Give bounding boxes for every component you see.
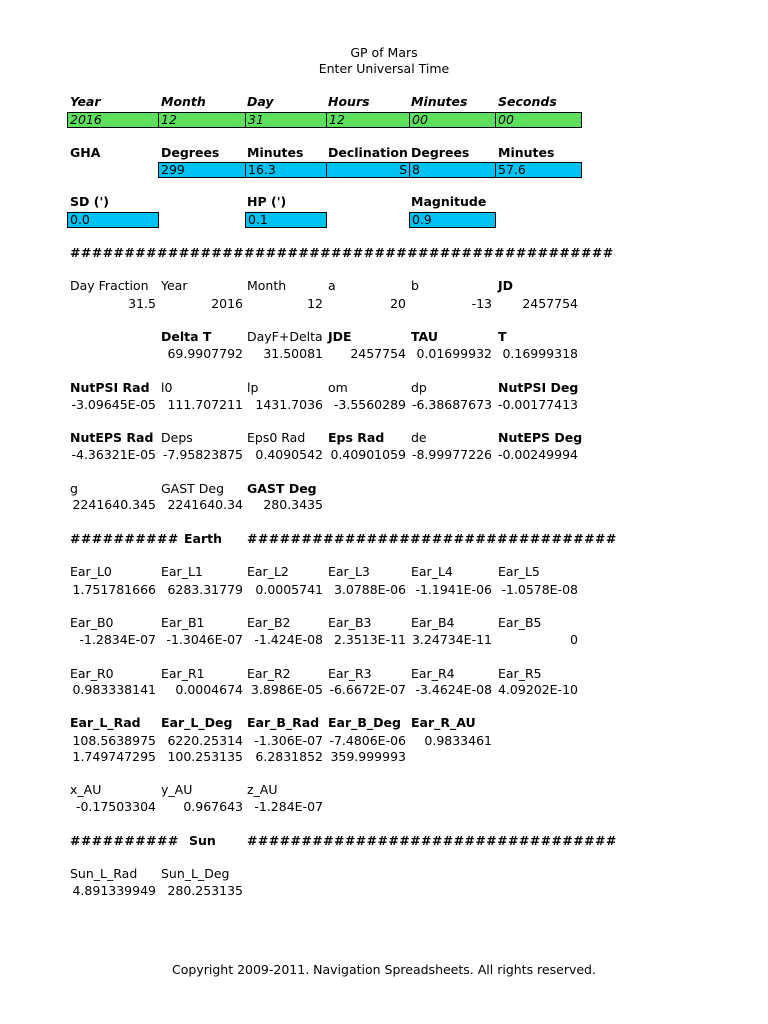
gha-minutes-value: 16.3	[245, 162, 327, 178]
t-value: 0.16999318	[502, 346, 578, 361]
gha-degrees-value: 299	[158, 162, 246, 178]
gast-deg-bold-label: GAST Deg	[247, 481, 317, 496]
ear-l0-label: Ear_L0	[70, 564, 112, 579]
nuteps-rad-label: NutEPS Rad	[70, 430, 154, 445]
ear-r5-label: Ear_R5	[498, 666, 542, 681]
ear-l-rad-value: 108.5638975	[72, 733, 156, 748]
year-header: Year	[70, 94, 101, 109]
deltat-label: Delta T	[161, 329, 212, 344]
de-value: -8.99977226	[411, 447, 492, 462]
eps0-rad-label: Eps0 Rad	[247, 430, 306, 445]
x-au-value: -0.17503304	[75, 799, 156, 814]
gast-deg-value: 2241640.34	[167, 497, 243, 512]
year-calc-value: 2016	[211, 296, 243, 311]
ear-r4-label: Ear_R4	[411, 666, 455, 681]
jde-label: JDE	[328, 329, 352, 344]
hp-value: 0.1	[245, 212, 327, 228]
ear-r0-value: 0.983338141	[72, 682, 156, 697]
ear-b3-label: Ear_B3	[328, 615, 372, 630]
ear-b4-label: Ear_B4	[411, 615, 455, 630]
ear-b0-value: -1.2834E-07	[79, 632, 156, 647]
earth-section-title: Earth	[184, 531, 223, 546]
earth-separator-left: ##########	[70, 531, 179, 546]
ear-b3-value: 2.3513E-11	[333, 632, 406, 647]
y-au-value: 0.967643	[183, 799, 243, 814]
b-value: -13	[471, 296, 492, 311]
dayf-delta-value: 31.50081	[263, 346, 323, 361]
deps-value: -7.95823875	[162, 447, 243, 462]
om-label: om	[328, 380, 348, 395]
minutes-header: Minutes	[411, 94, 468, 109]
hours-header: Hours	[328, 94, 370, 109]
t-label: T	[498, 329, 507, 344]
ear-l-rad-label: Ear_L_Rad	[70, 715, 141, 730]
g-value: 2241640.345	[72, 497, 156, 512]
ear-b-rad-value-2: 6.2831852	[255, 749, 323, 764]
nutpsi-deg-value: -0.00177413	[497, 397, 578, 412]
ear-b4-value: 3.24734E-11	[411, 632, 492, 647]
z-au-value: -1.284E-07	[254, 799, 323, 814]
ear-b2-value: -1.424E-08	[254, 632, 323, 647]
ear-l0-value: 1.751781666	[72, 582, 156, 597]
ear-l5-value: -1.0578E-08	[501, 582, 578, 597]
lp-value: 1431.7036	[255, 397, 323, 412]
ear-r3-label: Ear_R3	[328, 666, 372, 681]
om-value: -3.5560289	[333, 397, 406, 412]
de-label: de	[411, 430, 427, 445]
ear-b5-value: 0	[570, 632, 578, 647]
nuteps-deg-label: NutEPS Deg	[498, 430, 583, 445]
hp-label: HP (')	[247, 194, 287, 209]
b-label: b	[411, 278, 419, 293]
ear-r2-label: Ear_R2	[247, 666, 291, 681]
ear-l3-label: Ear_L3	[328, 564, 370, 579]
g-label: g	[70, 481, 78, 496]
eps-rad-label: Eps Rad	[328, 430, 385, 445]
ear-l2-value: 0.0005741	[255, 582, 323, 597]
ear-r-au-label: Ear_R_AU	[411, 715, 476, 730]
gha-minutes-label: Minutes	[247, 145, 304, 160]
sheet-title: GP of Mars	[350, 45, 418, 60]
sun-l-deg-label: Sun_L_Deg	[161, 866, 230, 881]
day-header: Day	[247, 94, 274, 109]
ear-b-deg-value-2: 359.999993	[330, 749, 406, 764]
seconds-header: Seconds	[498, 94, 557, 109]
eps-rad-value: 0.40901059	[330, 447, 406, 462]
nuteps-deg-value: -0.00249994	[497, 447, 578, 462]
dec-minutes-value: 57.6	[495, 162, 582, 178]
sun-section-title: Sun	[189, 833, 216, 848]
gha-degrees-label: Degrees	[161, 145, 220, 160]
ear-r5-value: 4.09202E-10	[497, 682, 578, 697]
a-value: 20	[390, 296, 406, 311]
dayfraction-label: Day Fraction	[70, 278, 149, 293]
ear-l4-value: -1.1941E-06	[415, 582, 492, 597]
ear-r0-label: Ear_R0	[70, 666, 114, 681]
year-input[interactable]: 2016	[67, 112, 159, 128]
ear-b-deg-value: -7.4806E-06	[329, 733, 406, 748]
nutpsi-rad-value: -3.09645E-05	[71, 397, 156, 412]
z-au-label: z_AU	[247, 782, 278, 797]
jde-value: 2457754	[350, 346, 406, 361]
hours-input[interactable]: 12	[326, 112, 410, 128]
declination-label: Declination	[328, 145, 408, 160]
sun-separator-right: ##################################	[247, 833, 617, 848]
ear-l5-label: Ear_L5	[498, 564, 540, 579]
day-input[interactable]: 31	[245, 112, 327, 128]
nutpsi-rad-label: NutPSI Rad	[70, 380, 150, 395]
tau-value: 0.01699932	[416, 346, 492, 361]
ear-r1-label: Ear_R1	[161, 666, 205, 681]
copyright-footer: Copyright 2009-2011. Navigation Spreadsheets. All rights reserved.	[172, 962, 596, 977]
ear-l1-value: 6283.31779	[167, 582, 243, 597]
eps0-rad-value: 0.4090542	[255, 447, 323, 462]
month-calc-value: 12	[307, 296, 323, 311]
ear-b1-value: -1.3046E-07	[166, 632, 243, 647]
dayf-delta-label: DayF+Delta	[247, 329, 323, 344]
ear-b2-label: Ear_B2	[247, 615, 291, 630]
jd-label: JD	[498, 278, 514, 293]
minutes-input[interactable]: 00	[409, 112, 496, 128]
jd-value: 2457754	[522, 296, 578, 311]
month-calc-label: Month	[247, 278, 287, 293]
ear-l4-label: Ear_L4	[411, 564, 453, 579]
nutpsi-deg-label: NutPSI Deg	[498, 380, 579, 395]
ear-b-rad-value: -1.306E-07	[254, 733, 323, 748]
year-calc-label: Year	[161, 278, 188, 293]
a-label: a	[328, 278, 336, 293]
gast-deg-label: GAST Deg	[161, 481, 225, 496]
sun-l-deg-value: 280.253135	[167, 883, 243, 898]
sd-label: SD (')	[70, 194, 109, 209]
ear-r3-value: -6.6672E-07	[329, 682, 406, 697]
ear-l1-label: Ear_L1	[161, 564, 203, 579]
dp-label: dp	[411, 380, 427, 395]
ear-b1-label: Ear_B1	[161, 615, 205, 630]
sun-l-rad-value: 4.891339949	[72, 883, 156, 898]
ear-l2-label: Ear_L2	[247, 564, 289, 579]
ear-l-rad-value-2: 1.749747295	[72, 749, 156, 764]
ear-l-deg-value-2: 100.253135	[167, 749, 243, 764]
l0-label: l0	[161, 380, 173, 395]
gast-deg-bold-value: 280.3435	[263, 497, 323, 512]
gha-label: GHA	[70, 145, 101, 160]
sun-l-rad-label: Sun_L_Rad	[70, 866, 138, 881]
dayfraction-value: 31.5	[128, 296, 156, 311]
month-input[interactable]: 12	[158, 112, 246, 128]
magnitude-label: Magnitude	[411, 194, 487, 209]
dec-degrees-value: 8	[409, 162, 496, 178]
y-au-label: y_AU	[161, 782, 193, 797]
dp-value: -6.38687673	[411, 397, 492, 412]
magnitude-value: 0.9	[409, 212, 496, 228]
l0-value: 111.707211	[167, 397, 243, 412]
x-au-label: x_AU	[70, 782, 102, 797]
ear-l-deg-label: Ear_L_Deg	[161, 715, 233, 730]
earth-separator-right: ##################################	[247, 531, 617, 546]
month-header: Month	[161, 94, 206, 109]
ear-l3-value: 3.0788E-06	[333, 582, 406, 597]
separator: ##################################################	[70, 245, 614, 260]
sun-separator-left: ##########	[70, 833, 179, 848]
tau-label: TAU	[411, 329, 438, 344]
nuteps-rad-value: -4.36321E-05	[71, 447, 156, 462]
seconds-input[interactable]: 00	[495, 112, 582, 128]
ear-b5-label: Ear_B5	[498, 615, 542, 630]
ear-r4-value: -3.4624E-08	[415, 682, 492, 697]
lp-label: lp	[247, 380, 259, 395]
ear-l-deg-value: 6220.25314	[167, 733, 243, 748]
sheet-subtitle: Enter Universal Time	[318, 61, 450, 76]
dec-minutes-label: Minutes	[498, 145, 555, 160]
deltat-value: 69.9907792	[167, 346, 243, 361]
ear-r-au-value: 0.9833461	[424, 733, 492, 748]
sd-value: 0.0	[67, 212, 159, 228]
deps-label: Deps	[161, 430, 193, 445]
ear-b-deg-label: Ear_B_Deg	[328, 715, 401, 730]
declination-ns-value: S	[326, 162, 410, 178]
ear-r1-value: 0.0004674	[175, 682, 243, 697]
ear-r2-value: 3.8986E-05	[250, 682, 323, 697]
ear-b-rad-label: Ear_B_Rad	[247, 715, 320, 730]
ear-b0-label: Ear_B0	[70, 615, 114, 630]
dec-degrees-label: Degrees	[411, 145, 470, 160]
